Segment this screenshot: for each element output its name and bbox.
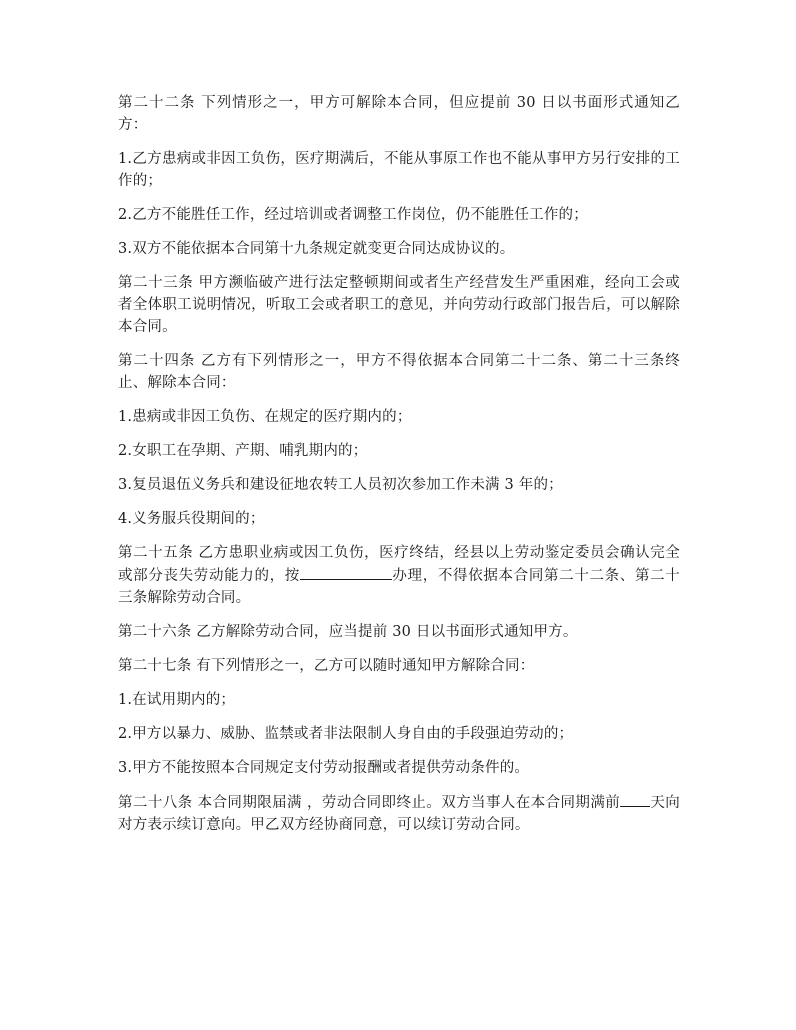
article-22-item-3: 3.双方不能依据本合同第十九条规定就变更合同达成协议的。 <box>118 241 515 257</box>
fill-in-blank <box>620 791 650 807</box>
fill-in-blank <box>300 564 392 580</box>
article-22: 第二十二条 下列情形之一，甲方可解除本合同，但应提前 30 日以书面形式通知乙方： <box>118 95 680 133</box>
article-28 <box>118 791 680 836</box>
article-22-item-1: 1.乙方患病或非因工负伤，医疗期满后，不能从事原工作也不能从事甲方另行安排的工作的； <box>118 151 680 189</box>
article-24: 第二十四条 乙方有下列情形之一，甲方不得依据本合同第二十二条、第二十三条终止、解除本合同： <box>118 353 680 391</box>
article-24-item-3: 3.复员退伍义务兵和建设征地农转工人员初次参加工作未满 3 年的； <box>118 477 563 493</box>
article-24-item-4: 4.义务服兵役期间的； <box>118 511 265 527</box>
article-25-text-after: 办理，不得依据本合同第二十二条、第二十三条解除劳动合同。 <box>118 568 680 606</box>
document-page <box>118 92 680 848</box>
article-28-text-after: 天向对方表示续订意向。甲乙双方经协商同意，可以续订劳动合同。 <box>118 795 680 833</box>
article-25-text-before: 第二十五条 乙方患职业病或因工负伤，医疗终结，经县以上劳动鉴定委员会确认完全或部分丧失劳动能力的，按 <box>118 545 680 584</box>
article-23: 第二十三条 甲方濒临破产进行法定整顿期间或者生产经营发生严重困难，经向工会或者全体职工说明情况，听取工会或者职工的意见，并向劳动行政部门报告后，可以解除本合同。 <box>118 275 680 335</box>
article-28-text-before: 第二十八条 本合同期限届满 ，劳动合同即终止。双方当事人在本合同期满前 <box>118 795 621 811</box>
article-26: 第二十六条 乙方解除劳动合同，应当提前 30 日以书面形式通知甲方。 <box>118 624 578 640</box>
article-27: 第二十七条 有下列情形之一，乙方可以随时通知甲方解除合同： <box>118 658 535 674</box>
article-27-item-2: 2.甲方以暴力、威胁、监禁或者非法限制人身自由的手段强迫劳动的； <box>118 726 574 742</box>
article-25 <box>118 542 680 609</box>
article-27-item-1: 1.在试用期内的； <box>118 692 236 708</box>
article-24-item-2: 2.女职工在孕期、产期、哺乳期内的； <box>118 443 368 459</box>
article-27-item-3: 3.甲方不能按照本合同规定支付劳动报酬或者提供劳动条件的。 <box>118 760 530 776</box>
article-24-item-1: 1.患病或非因工负伤、在规定的医疗期内的； <box>118 409 412 425</box>
article-22-item-2: 2.乙方不能胜任工作，经过培训或者调整工作岗位，仍不能胜任工作的； <box>118 207 588 223</box>
